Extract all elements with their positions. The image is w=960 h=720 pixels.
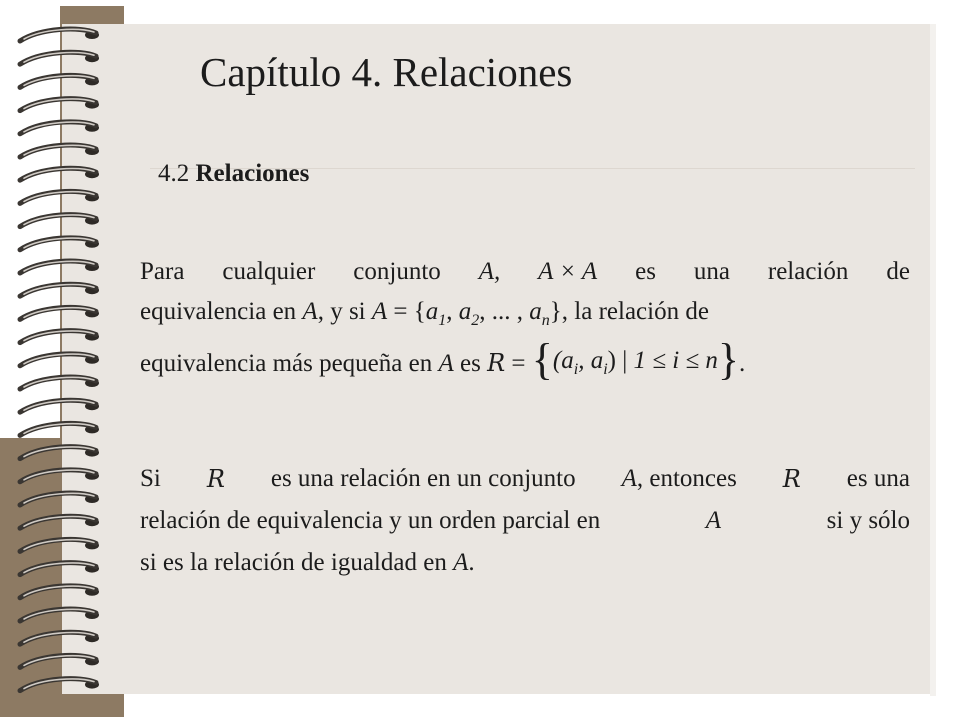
spiral-ring [20,331,99,343]
text-run: es una relación en un conjunto [270,465,576,492]
text-run: si y sólo [826,507,910,534]
set-brace-close: } [717,335,739,384]
spiral-ring [20,400,99,412]
word: cualquier [222,258,316,285]
text-run: , y si [317,298,366,325]
text-run: = { [393,298,426,325]
identity-relation-set [531,335,739,390]
spiral-ring [20,586,99,598]
spiral-ring [20,470,99,482]
subscript: n [541,312,550,329]
word: de [886,258,910,285]
text-run: relación de equivalencia y un orden parcial en [140,507,601,534]
spiral-ring [20,52,99,64]
variable: a [529,298,542,325]
period: . [468,549,475,576]
text-run: equivalencia en [140,298,297,325]
pair-close: ) [607,347,616,374]
variable: A [302,298,318,325]
cartesian-product-formula: A × A [538,258,598,285]
pair-open: (a [552,347,574,374]
text-run: equivalencia más pequeña en [140,350,433,378]
paragraph-line [140,500,910,542]
spiral-ring [20,354,99,366]
slide-title: Capítulo 4. Relaciones [200,49,573,95]
spiral-ring [20,122,99,134]
spiral-ring [20,99,99,111]
text-run: si es la relación de igualdad en [140,549,447,576]
subscript: 1 [438,312,447,329]
relation-symbol: R [487,349,506,378]
text-run: es una [846,465,910,492]
subscript: i [573,361,579,378]
relation-symbol: R [782,465,801,493]
variable: A [371,298,388,325]
text-run: es [460,350,481,378]
pair-mid: , a [578,347,604,374]
word: relación [767,258,849,285]
spiral-ring [20,75,99,87]
spiral-ring [20,655,99,667]
word: Para [140,258,185,285]
equals-sign: = [511,350,526,378]
spiral-ring [20,632,99,644]
variable: A [438,350,454,378]
paragraph-line [140,542,910,584]
spiral-ring [20,516,99,528]
period: . [739,350,746,378]
spiral-ring [20,423,99,435]
spiral-binding [0,0,140,720]
paragraph-line [140,292,910,341]
section-heading [158,160,309,188]
paragraph-line [140,252,910,292]
relation-symbol: R [206,465,225,493]
spiral-ring [20,215,99,227]
spiral-ring [20,261,99,273]
spiral-ring [20,609,99,621]
spiral-ring [20,377,99,389]
variable: a [458,298,472,325]
word: una [693,258,730,285]
set-brace-open: { [531,335,553,384]
section-name: Relaciones [195,160,310,187]
paragraph-line [140,335,910,390]
text-run: , entonces [636,465,737,492]
spiral-ring [20,679,99,691]
word: es [635,258,656,285]
word: Si [140,465,161,492]
paragraph-equivalence [140,252,910,390]
subscript: 2 [471,312,480,329]
spiral-ring [20,307,99,319]
spiral-ring [20,284,99,296]
text-run: , [446,298,453,325]
text-run: }, la relación de [549,298,709,325]
set-separator-bar: | [622,347,628,374]
subscript: i [603,361,608,378]
section-number: 4.2 [158,160,190,187]
variable: A [621,465,637,492]
spiral-ring [20,563,99,575]
spiral-ring [20,238,99,250]
paragraph-line [140,458,910,500]
word: A, [478,258,501,285]
paragraph-theorem [140,458,910,584]
word: conjunto [353,258,441,285]
page-edge [930,24,936,696]
variable: A [705,507,722,534]
spiral-ring [20,447,99,459]
spiral-ring [20,168,99,180]
text-run: , ... , [479,298,524,325]
spiral-ring [20,493,99,505]
variable: A [453,549,469,576]
index-condition: 1 ≤ i ≤ n [633,347,718,374]
spiral-ring [20,145,99,157]
spiral-ring [20,29,99,41]
variable: a [425,298,439,325]
spiral-ring [20,539,99,551]
spiral-ring [20,191,99,203]
